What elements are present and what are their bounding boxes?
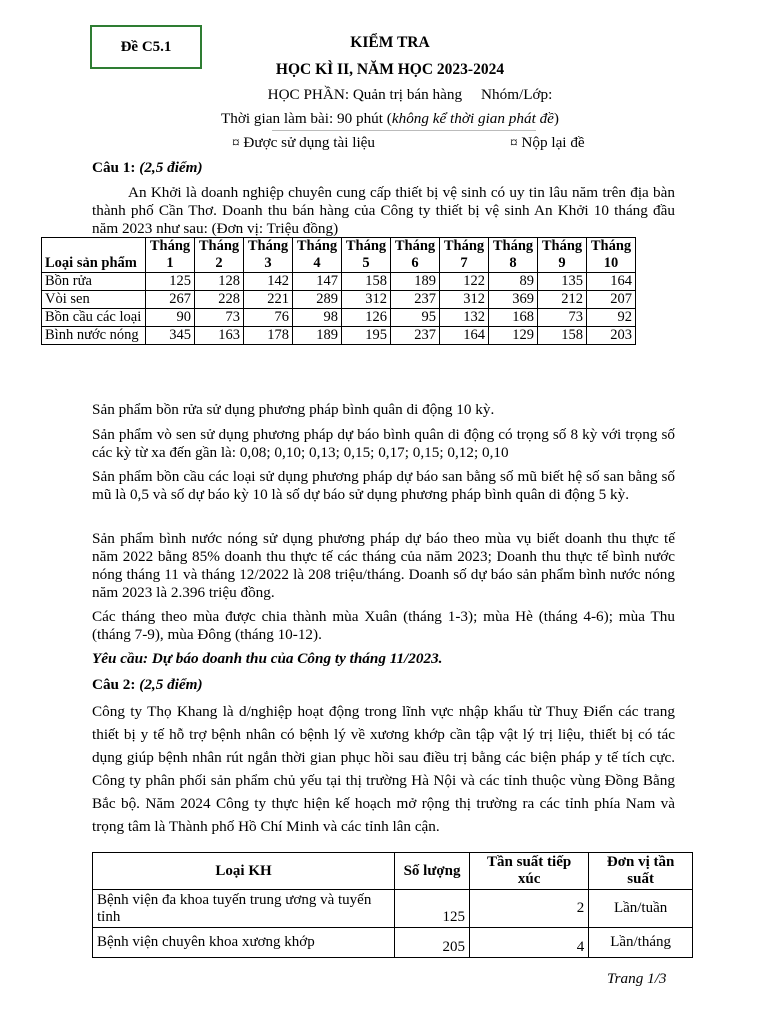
table-header-cell: Tháng 3 — [244, 238, 293, 273]
table-cell: 203 — [587, 327, 636, 345]
q1-intro: An Khởi là doanh nghiệp chuyên cung cấp thiết bị vệ sinh có uy tin lâu năm trên địa bàn thành phố Cần Thơ. Doanh thu bán hàng của Công ty thiết bị vệ sinh An Khởi 10 tháng đầu năm 2023 như sau: (Đơn vị: Triệu đồng) — [92, 184, 675, 237]
table-cell: 125 — [395, 890, 470, 928]
divider — [272, 130, 536, 131]
table-cell: 369 — [489, 291, 538, 309]
table-cell: 312 — [342, 291, 391, 309]
table-cell: 128 — [195, 273, 244, 291]
revenue-table — [41, 237, 636, 345]
table-cell: 228 — [195, 291, 244, 309]
q1-heading — [92, 159, 675, 177]
customer-type: Bệnh viện đa khoa tuyến trung ương và tuyến tỉnh — [93, 890, 395, 928]
table-header-cell: Tháng 9 — [538, 238, 587, 273]
docs-allowed-note: ¤ Được sử dụng tài liệu — [232, 134, 376, 151]
table-cell: 212 — [538, 291, 587, 309]
product-name: Bồn cầu các loại — [42, 309, 146, 327]
table-row — [93, 890, 693, 928]
table-cell: 98 — [293, 309, 342, 327]
table-header-cell: Đơn vị tần suất — [589, 853, 693, 890]
table-cell: 73 — [195, 309, 244, 327]
product-name: Bồn rửa — [42, 273, 146, 291]
q2-label: Câu 2: — [92, 676, 136, 693]
q1-paragraph: Sản phẩm vò sen sử dụng phương pháp dự báo bình quân di động có trọng số 8 kỳ với trọng số các kỳ từ xa đến gần là: 0,08; 0,10; 0,13; 0,15; 0,17; 0,15; 0,12; 0,10 — [92, 426, 675, 461]
table-cell: 126 — [342, 309, 391, 327]
table-header-cell: Loại KH — [93, 853, 395, 890]
table-header-cell: Tháng 10 — [587, 238, 636, 273]
table-header-cell: Tháng 1 — [146, 238, 195, 273]
table-cell: 89 — [489, 273, 538, 291]
table-header-cell: Tháng 6 — [391, 238, 440, 273]
table-cell: 312 — [440, 291, 489, 309]
table-cell: 142 — [244, 273, 293, 291]
table-cell: 164 — [440, 327, 489, 345]
table-cell: 237 — [391, 291, 440, 309]
product-name: Bình nước nóng — [42, 327, 146, 345]
table-cell: 92 — [587, 309, 636, 327]
table-cell: 289 — [293, 291, 342, 309]
q1-requirement: Yêu cầu: Dự báo doanh thu của Công ty tháng 11/2023. — [92, 650, 443, 667]
table-cell: 147 — [293, 273, 342, 291]
table-cell: 205 — [395, 928, 470, 958]
submit-back-note: ¤ Nộp lại đề — [510, 134, 585, 151]
table-cell: 158 — [538, 327, 587, 345]
table-header-cell: Loại sản phẩm — [42, 238, 146, 273]
table-header-cell: Tần suất tiếp xúc — [470, 853, 589, 890]
table-cell: 73 — [538, 309, 587, 327]
customer-table — [92, 852, 693, 958]
table-header-cell: Tháng 8 — [489, 238, 538, 273]
q1-paragraph: Sản phẩm bồn cầu các loại sử dụng phương pháp dự báo san bằng số mũ biết hệ số san bằng số mũ là 0,5 và số dự báo kỳ 10 là số dự báo sử dụng phương pháp bình quân di động 5 kỳ. — [92, 468, 675, 503]
table-cell: 76 — [244, 309, 293, 327]
product-name: Vòi sen — [42, 291, 146, 309]
table-cell: 168 — [489, 309, 538, 327]
table-cell: 189 — [391, 273, 440, 291]
page-number: Trang 1/3 — [607, 970, 667, 987]
table-header-cell: Tháng 2 — [195, 238, 244, 273]
customer-type: Bệnh viện chuyên khoa xương khớp — [93, 928, 395, 958]
table-row — [93, 928, 693, 958]
table-cell: 178 — [244, 327, 293, 345]
table-cell: 345 — [146, 327, 195, 345]
table-cell: 135 — [538, 273, 587, 291]
exam-title: KIỂM TRA — [350, 34, 430, 51]
table-cell: 125 — [146, 273, 195, 291]
q2-heading — [92, 676, 675, 694]
table-cell: 90 — [146, 309, 195, 327]
exam-time-suffix: ) — [553, 110, 559, 127]
exam-subject: HỌC PHẦN: Quản trị bán hàng Nhóm/Lớp: — [267, 86, 553, 103]
table-cell: 163 — [195, 327, 244, 345]
q1-points: (2,5 điểm) — [139, 159, 203, 176]
table-header-row — [42, 238, 636, 273]
q2-intro: Công ty Thọ Khang là d/nghiệp hoạt động trong lĩnh vực nhập khẩu từ Thuỵ Điển các trang thiết bị y tế hỗ trợ bệnh nhân có bệnh lý về xương khớp cần tập vật lý trị liệu, thiết bị có tác dụng giúp bệnh nhân rút ngắn thời gian phục hồi sau điều trị bằng các biện pháp y tế tích cực. Công ty phân phối sản phẩm chủ yếu tại thị trường Hà Nội và các tỉnh thuộc vùng Đồng Bằng Bắc bộ. Năm 2024 Công ty thực hiện kế hoạch mở rộng thị trường ra các tỉnh phía Nam và trọng tâm là Thành phố Hồ Chí Minh và các tỉnh lân cận. — [92, 703, 675, 835]
table-cell: Lần/tuần — [589, 890, 693, 928]
table-cell: 95 — [391, 309, 440, 327]
q1-label: Câu 1: — [92, 159, 136, 176]
table-header-cell: Tháng 7 — [440, 238, 489, 273]
table-cell: 195 — [342, 327, 391, 345]
table-cell: 189 — [293, 327, 342, 345]
exam-time — [100, 110, 680, 128]
table-cell: 122 — [440, 273, 489, 291]
table-row — [42, 327, 636, 345]
table-cell: 164 — [587, 273, 636, 291]
table-cell: 158 — [342, 273, 391, 291]
table-header-cell: Tháng 4 — [293, 238, 342, 273]
table-cell: 4 — [470, 928, 589, 958]
table-cell: 129 — [489, 327, 538, 345]
table-cell: 132 — [440, 309, 489, 327]
q1-paragraph: Các tháng theo mùa được chia thành mùa Xuân (tháng 1-3); mùa Hè (tháng 4-6); mùa Thu (tháng 7-9), mùa Đông (tháng 10-12). — [92, 608, 675, 643]
q2-points: (2,5 điểm) — [139, 676, 203, 693]
table-header-row — [93, 853, 693, 890]
table-cell: 207 — [587, 291, 636, 309]
table-cell: 267 — [146, 291, 195, 309]
exam-semester: HỌC KÌ II, NĂM HỌC 2023-2024 — [275, 61, 505, 78]
exam-time-note: không kể thời gian phát đề — [391, 110, 554, 127]
q1-paragraph: Sản phẩm bình nước nóng sử dụng phương pháp dự báo theo mùa vụ biết doanh thu thực tế năm 2022 bằng 85% doanh thu thực tế các tháng của năm 2023; Doanh thu thực tế bình nước nóng tháng 11 và tháng 12/2022 là 208 triệu/tháng. Doanh số dự báo sản phẩm bình nước nóng năm 2023 là 2.396 triệu đồng. — [92, 530, 675, 601]
table-row — [42, 273, 636, 291]
table-cell: 2 — [470, 890, 589, 928]
exam-time-prefix: Thời gian làm bài: 90 phút ( — [221, 110, 392, 127]
table-cell: Lần/tháng — [589, 928, 693, 958]
exam-code: Đề C5.1 — [120, 39, 172, 55]
table-row — [42, 291, 636, 309]
table-header-cell: Tháng 5 — [342, 238, 391, 273]
q1-paragraph: Sản phẩm bồn rửa sử dụng phương pháp bình quân di động 10 kỳ. — [92, 401, 495, 418]
table-cell: 237 — [391, 327, 440, 345]
table-header-cell: Số lượng — [395, 853, 470, 890]
table-row — [42, 309, 636, 327]
table-cell: 221 — [244, 291, 293, 309]
